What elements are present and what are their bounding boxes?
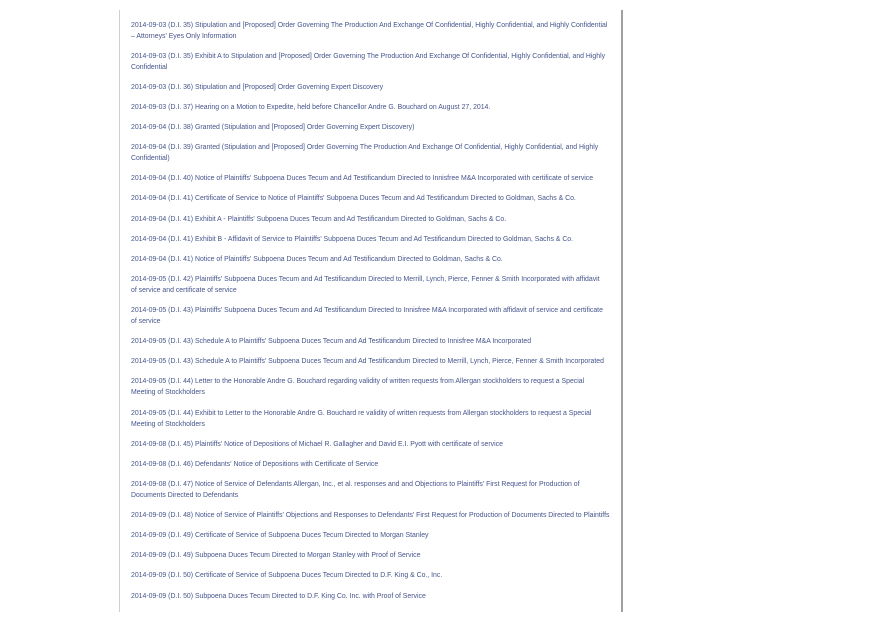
entry-text-line[interactable]: 2014-09-09 (D.I. 50) Certificate of Service of Subpoena Duces Tecum Directed to D.F. King & Co., Inc. (131, 572, 443, 580)
docket-entry-link[interactable] (131, 214, 609, 225)
docket-entry-link[interactable] (131, 142, 609, 164)
entry-text-line[interactable]: 2014-09-09 (D.I. 50) Subpoena Duces Tecum Directed to D.F. King Co. Inc. with Proof of Service (131, 592, 426, 600)
entry-text-line[interactable]: 2014-09-05 (D.I. 44) Exhibit to Letter to the Honorable Andre G. Bouchard re validity of written requests from Allergan stockholders to request a Special (131, 409, 592, 417)
docket-entry (131, 173, 609, 184)
docket-entry (131, 274, 609, 296)
entry-text-line[interactable]: 2014-09-09 (D.I. 48) Notice of Service of Plaintiffs' Objections and Responses to Defendants' First Request for Production of Documents Directed to Plaintiffs (131, 512, 610, 519)
docket-entry-link[interactable] (131, 274, 609, 296)
docket-entry-link[interactable] (131, 82, 609, 93)
entry-text-line[interactable]: 2014-09-05 (D.I. 43) Schedule A to Plaintiffs' Subpoena Duces Tecum and Ad Testificandum Directed to Innisfree M&A Incorporated (131, 338, 532, 346)
entry-text-line[interactable]: 2014-09-03 (D.I. 37) Hearing on a Motion to Expedite, held before Chancellor Andre G. Bouchard on August 27, 2014. (131, 103, 491, 111)
entry-text-line[interactable]: 2014-09-05 (D.I. 42) Plaintiffs' Subpoena Duces Tecum and Ad Testificandum Directed to Merrill, Lynch, Pierce, Fenner & Smith Incorporated with affidavit (131, 275, 600, 283)
docket-entry (131, 193, 609, 204)
docket-entry-link[interactable] (131, 305, 609, 327)
docket-entry (131, 51, 609, 73)
entry-text-line[interactable]: 2014-09-08 (D.I. 45) Plaintiffs' Notice of Depositions of Michael R. Gallagher and David E.I. Pyott with certificate of service (131, 440, 503, 448)
docket-entry (131, 439, 609, 450)
docket-entry (131, 376, 609, 398)
entry-text-line[interactable]: 2014-09-05 (D.I. 43) Schedule A to Plaintiffs' Subpoena Duces Tecum and Ad Testificandum Directed to Merrill, Lynch, Pierce, Fenner & Smith Incorporated (131, 358, 604, 366)
entry-text-line[interactable]: Documents Directed to Defendants (131, 491, 239, 499)
docket-entry (131, 530, 609, 541)
docket-entry (131, 570, 609, 581)
docket-entry-link[interactable] (131, 570, 609, 581)
docket-entry-link[interactable] (131, 234, 609, 245)
docket-entry (131, 102, 609, 113)
docket-entry (131, 479, 609, 501)
docket-entry-list (131, 20, 609, 611)
docket-entry (131, 142, 609, 164)
docket-entry-link[interactable] (131, 530, 609, 541)
entry-text-line[interactable]: 2014-09-05 (D.I. 43) Plaintiffs' Subpoena Duces Tecum and Ad Testificandum Directed to Innisfree M&A Incorporated with affidavit of service and certificate (131, 307, 603, 314)
entry-text-line[interactable]: 2014-09-03 (D.I. 35) Exhibit A to Stipulation and [Proposed] Order Governing The Production And Exchange Of Confidential, Highly Confidential, and Highly (131, 52, 606, 60)
docket-entry (131, 305, 609, 327)
docket-entry (131, 336, 609, 347)
docket-entry-link[interactable] (131, 102, 609, 113)
docket-entry-link[interactable] (131, 591, 609, 602)
docket-entry (131, 591, 609, 602)
docket-entry-link[interactable] (131, 550, 609, 561)
docket-entry (131, 356, 609, 367)
entry-text-line[interactable]: 2014-09-04 (D.I. 41) Exhibit B - Affidavit of Service to Plaintiffs' Subpoena Duces Tecum and Ad Testificandum Directed to Goldman, Sachs & Co. (131, 235, 574, 243)
docket-entry (131, 82, 609, 93)
docket-entry-link[interactable] (131, 20, 609, 42)
docket-entry-link[interactable] (131, 408, 609, 430)
docket-entry (131, 122, 609, 133)
docket-entry-link[interactable] (131, 173, 609, 184)
entry-text-line[interactable]: 2014-09-08 (D.I. 47) Notice of Service of Defendants Allergan, Inc., et al. responses and and Objections to Plaintiffs' First Request for Production of (131, 480, 580, 488)
entry-text-line[interactable]: Meeting of Stockholders (131, 420, 205, 428)
entry-text-line[interactable]: 2014-09-05 (D.I. 44) Letter to the Honorable Andre G. Bouchard regarding validity of written requests from Allergan stockholders to request a Special (131, 378, 585, 386)
docket-entry (131, 408, 609, 430)
docket-entry-link[interactable] (131, 193, 609, 204)
docket-entry (131, 254, 609, 265)
entry-text-line[interactable]: Confidential (131, 63, 168, 71)
entry-text-line[interactable]: 2014-09-04 (D.I. 41) Notice of Plaintiffs' Subpoena Duces Tecum and Ad Testificandum Directed to Goldman, Sachs & Co. (131, 255, 503, 263)
entry-text-line[interactable]: 2014-09-04 (D.I. 39) Granted (Stipulation and [Proposed] Order Governing The Production And Exchange Of Confidential, Highly Confidential, and Highly (131, 144, 599, 152)
entry-text-line[interactable]: of service (131, 318, 161, 325)
entry-text-line[interactable]: 2014-09-04 (D.I. 40) Notice of Plaintiffs' Subpoena Duces Tecum and Ad Testificandum Directed to Innisfree M&A Incorporated with certificate of service (131, 175, 594, 183)
docket-entry-link[interactable] (131, 254, 609, 265)
docket-entry (131, 510, 609, 521)
entry-text-line[interactable]: 2014-09-09 (D.I. 49) Subpoena Duces Tecum Directed to Morgan Stanley with Proof of Service (131, 552, 421, 560)
docket-entry-link[interactable] (131, 51, 609, 73)
entry-text-line[interactable]: Confidential) (131, 155, 170, 163)
docket-entry-link[interactable] (131, 510, 609, 521)
docket-entry-link[interactable] (131, 122, 609, 133)
entry-text-line[interactable]: Meeting of Stockholders (131, 389, 205, 397)
entry-text-line[interactable]: 2014-09-04 (D.I. 38) Granted (Stipulation and [Proposed] Order Governing Expert Discovery) (131, 124, 415, 131)
docket-entry-link[interactable] (131, 356, 609, 367)
docket-entry (131, 214, 609, 225)
docket-entry-link[interactable] (131, 336, 609, 347)
entry-text-line[interactable]: 2014-09-09 (D.I. 49) Certificate of Service of Subpoena Duces Tecum Directed to Morgan Stanley (131, 532, 429, 540)
entry-text-line[interactable]: 2014-09-04 (D.I. 41) Exhibit A - Plaintiffs' Subpoena Duces Tecum and Ad Testificandum Directed to Goldman, Sachs & Co. (131, 215, 507, 223)
docket-entry (131, 20, 609, 42)
docket-entry (131, 550, 609, 561)
entry-text-line[interactable]: 2014-09-03 (D.I. 35) Stipulation and [Proposed] Order Governing The Production And Exchange Of Confidential, Highly Confidential, and Highly Confidential (131, 21, 608, 29)
entry-text-line[interactable]: of service and certificate of service (131, 286, 237, 294)
docket-entry-link[interactable] (131, 376, 609, 398)
docket-entry-link[interactable] (131, 479, 609, 501)
entry-text-line[interactable]: 2014-09-03 (D.I. 36) Stipulation and [Proposed] Order Governing Expert Discovery (131, 83, 384, 91)
docket-entry (131, 459, 609, 470)
entry-text-line[interactable]: 2014-09-08 (D.I. 46) Defendants' Notice of Depositions with Certificate of Service (131, 460, 379, 468)
entry-text-line[interactable]: 2014-09-04 (D.I. 41) Certificate of Service to Notice of Plaintiffs' Subpoena Duces Tecum and Ad Testificandum Directed to Goldman, Sachs & Co. (131, 195, 576, 203)
docket-entry-link[interactable] (131, 439, 609, 450)
docket-entry (131, 234, 609, 245)
docket-entry-link[interactable] (131, 459, 609, 470)
entry-text-line[interactable]: – Attorneys' Eyes Only Information (131, 32, 237, 40)
